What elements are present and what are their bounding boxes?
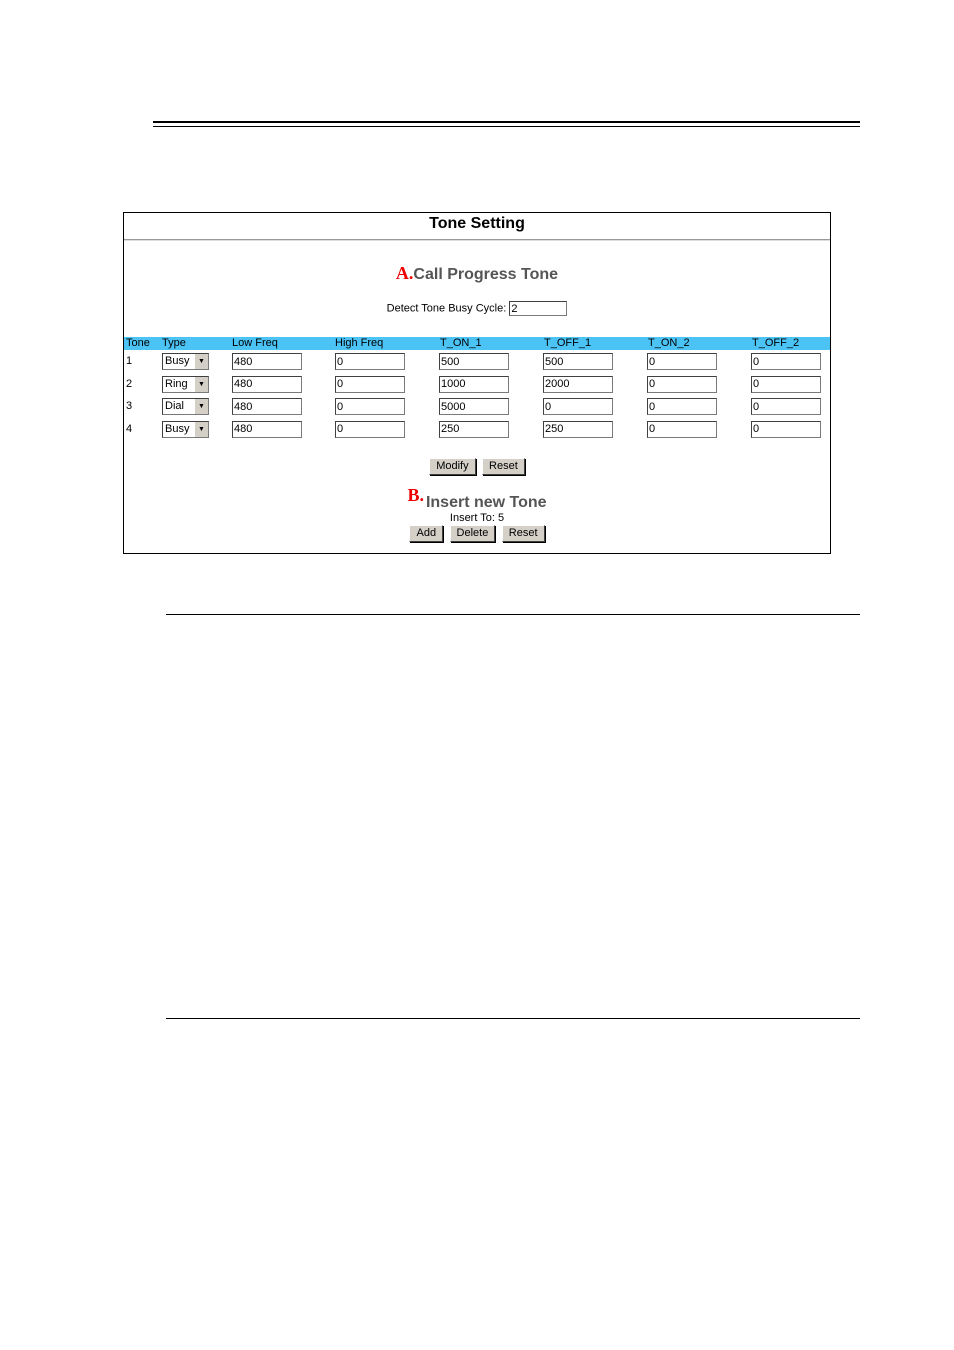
busy-cycle-row	[124, 301, 830, 316]
table-row	[124, 418, 830, 441]
table-row	[124, 395, 830, 418]
low-freq-input[interactable]	[232, 398, 302, 415]
type-select-value: Dial	[165, 400, 184, 412]
section-b-heading	[124, 485, 830, 512]
t-off-1-input[interactable]	[543, 353, 613, 370]
section-b-title: Insert new Tone	[425, 494, 547, 511]
tone-number: 1	[126, 355, 133, 367]
divider-rule	[166, 614, 860, 615]
busy-cycle-input[interactable]	[509, 301, 567, 316]
panel-title: Tone Setting	[124, 213, 830, 240]
col-header-high-freq: High Freq	[335, 337, 384, 349]
section-a-marker: A.	[395, 263, 414, 283]
top-double-rule	[153, 121, 860, 127]
type-select[interactable]	[162, 376, 209, 393]
t-off-2-input[interactable]	[751, 376, 821, 393]
table-row	[124, 350, 830, 373]
tone-number: 3	[126, 400, 133, 412]
t-on-1-input[interactable]	[439, 353, 509, 370]
t-on-2-input[interactable]	[647, 376, 717, 393]
low-freq-input[interactable]	[232, 376, 302, 393]
col-header-t-off-1: T_OFF_1	[544, 337, 592, 349]
insert-to-text: Insert To: 5	[449, 512, 505, 524]
tone-number: 4	[126, 422, 133, 435]
t-off-2-input[interactable]	[751, 398, 821, 415]
table-row	[124, 373, 830, 396]
t-off-2-input[interactable]	[751, 421, 821, 438]
tone-number: 2	[126, 377, 133, 390]
busy-cycle-label: Detect Tone Busy Cycle:	[386, 302, 507, 315]
insert-button-row	[124, 525, 830, 543]
low-freq-input[interactable]	[232, 353, 302, 370]
high-freq-input[interactable]	[335, 421, 405, 438]
t-off-2-input[interactable]	[751, 353, 821, 370]
t-on-2-input[interactable]	[647, 398, 717, 415]
tone-table-header	[124, 337, 830, 350]
reset-button[interactable]: Reset	[482, 458, 525, 475]
type-select[interactable]	[162, 398, 209, 415]
col-header-tone: Tone	[126, 337, 150, 349]
col-header-type: Type	[162, 337, 186, 349]
t-off-1-input[interactable]	[543, 376, 613, 393]
section-a-heading	[124, 263, 830, 284]
col-header-t-on-2: T_ON_2	[648, 337, 690, 349]
section-a-title: Call Progress Tone	[413, 266, 559, 283]
chevron-down-icon: ▼	[194, 377, 208, 392]
modify-button[interactable]: Modify	[429, 458, 475, 475]
reset-insert-button[interactable]: Reset	[502, 525, 545, 542]
add-button[interactable]: Add	[409, 525, 443, 542]
type-select[interactable]	[162, 421, 209, 438]
t-on-1-input[interactable]	[439, 398, 509, 415]
t-on-1-input[interactable]	[439, 421, 509, 438]
high-freq-input[interactable]	[335, 398, 405, 415]
t-on-2-input[interactable]	[647, 421, 717, 438]
chevron-down-icon: ▼	[194, 422, 208, 437]
divider-rule	[166, 1018, 860, 1019]
modify-button-row	[124, 458, 830, 476]
low-freq-input[interactable]	[232, 421, 302, 438]
chevron-down-icon: ▼	[194, 399, 208, 414]
col-header-low-freq: Low Freq	[232, 337, 278, 349]
tone-table	[124, 337, 830, 440]
high-freq-input[interactable]	[335, 353, 405, 370]
type-select-value: Busy	[165, 422, 190, 435]
section-b-marker: B.	[407, 485, 424, 505]
chevron-down-icon: ▼	[194, 354, 208, 369]
t-off-1-input[interactable]	[543, 421, 613, 438]
type-select-value: Busy	[165, 355, 190, 367]
t-on-1-input[interactable]	[439, 376, 509, 393]
col-header-t-on-1: T_ON_1	[440, 337, 482, 349]
delete-button[interactable]: Delete	[450, 525, 496, 542]
type-select[interactable]	[162, 353, 209, 370]
t-off-1-input[interactable]	[543, 398, 613, 415]
tone-setting-panel	[123, 212, 831, 554]
col-header-t-off-2: T_OFF_2	[752, 337, 800, 349]
t-on-2-input[interactable]	[647, 353, 717, 370]
high-freq-input[interactable]	[335, 376, 405, 393]
type-select-value: Ring	[165, 377, 188, 390]
